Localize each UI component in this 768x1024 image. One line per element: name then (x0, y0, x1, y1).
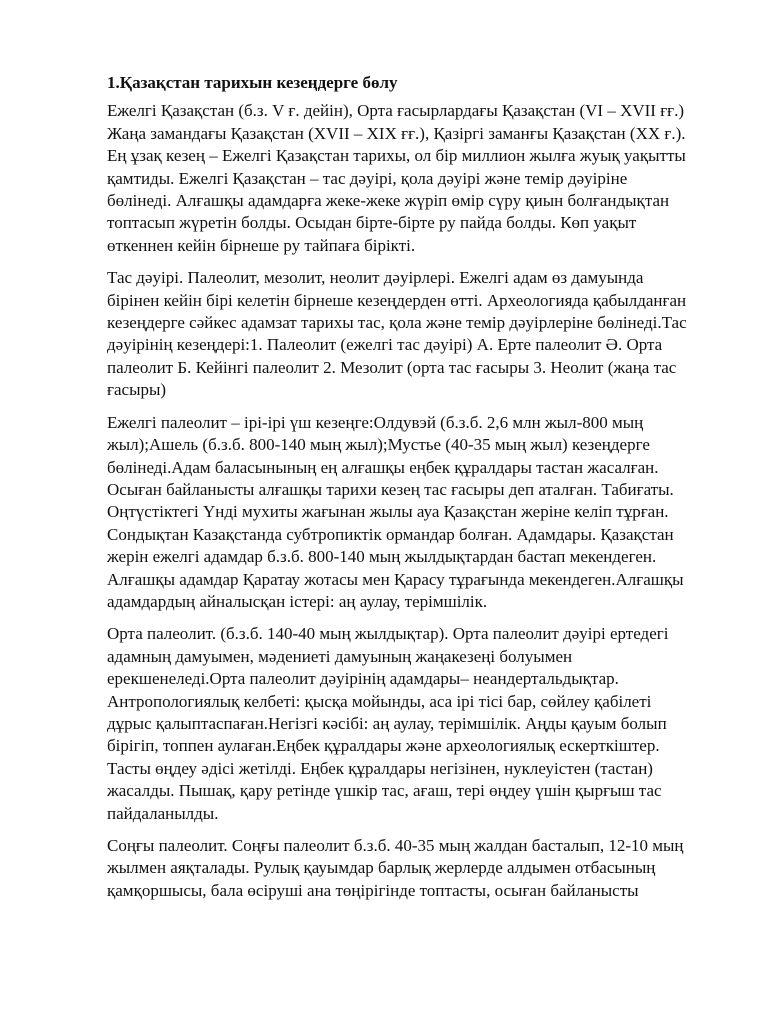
text-line: Жаңа замандағы Қазақстан (XVII – XIX ғғ.), Қазіргі заманғы Қазақстан (XX ғ.). (107, 123, 686, 143)
text-line: Ежелгі палеолит – ірі-ірі үш кезеңге:Олдувэй (б.з.б. 2,6 млн жыл-800 мың (107, 412, 644, 432)
text-line: кезеңдерге сәйкес адамзат тарихы тас, қола және темір дәуірлеріне бөлінеді.Тас (107, 313, 687, 333)
text-line: пайдаланылды. (107, 803, 219, 823)
text-line: Ең ұзақ кезең – Ежелгі Қазақстан тарихы, ол бір миллион жылға жуық уақытты (107, 146, 686, 166)
text-line: Осыған байланысты алғашқы тарихи кезең тас ғасыры деп аталған. Табиғаты. (107, 479, 674, 499)
text-line: қамқоршысы, бала өсіруші ана төңірігінде топтасты, осыған байланысты (107, 880, 639, 900)
text-line: жасалды. Пышақ, қару ретінде үшкір тас, ағаш, тері өңдеу үшін қырғыш тас (107, 781, 662, 801)
text-line: Оңтүстіктегі Үнді мухиты жағынан жылы ауа Қазақстан жеріне келіп тұрған. (107, 502, 669, 522)
text-line: Соңғы палеолит. Соңғы палеолит б.з.б. 40-35 мың жалдан басталып, 12-10 мың (107, 836, 684, 855)
text-line: бірігіп, топпен аулаған.Еңбек құралдары және археологиялық ескерткіштер. (107, 736, 660, 756)
text-line: Сондықтан Казақстанда субтропиктік ормандар болған. Адамдары. Қазақстан (107, 524, 674, 544)
paragraph (107, 100, 710, 257)
text-line: өткеннен кейін бірнеше ру тайпаға бірікті. (107, 235, 416, 255)
text-line: ғасыры) (107, 380, 167, 400)
text-line: дәуірінің кезеңдері:1. Палеолит (ежелгі тас дәуірі) А. Ерте палеолит Ә. Орта (107, 335, 663, 355)
text-line: Ежелгі Қазақстан (б.з. V ғ. дейін), Орта ғасырлардағы Қазақстан (VI – XVII ғғ.) (107, 101, 685, 121)
paragraph (107, 623, 710, 825)
text-line: Алғашқы адамдар Қаратау жотасы мен Қарасу тұрағында мекендеген.Алғашқы (107, 569, 684, 589)
paragraph (107, 267, 710, 401)
text-line: жылмен аяқталады. Рулық қауымдар барлық жерлерде алдымен отбасының (107, 858, 656, 878)
text-line: Антропологиялық келбеті: қысқа мойынды, аса ірі тісі бар, сөйлеу қабілеті (107, 691, 652, 711)
text-line: жыл);Ашель (б.з.б. 800-140 мың жыл);Мустье (40-35 мың жыл) кезеңдерге (107, 435, 650, 455)
text-line: бөлінеді.Адам баласынының ең алғашқы еңбек құралдары тастан жасалған. (107, 457, 659, 477)
text-line: ерекшенеледі.Орта палеолит дәуірінің адамдары– неандертальдықтар. (107, 669, 619, 689)
text-line: палеолит Б. Кейінгі палеолит 2. Мезолит (орта тас ғасыры 3. Неолит (жаңа тас (107, 357, 677, 377)
text-line: бөлінеді. Алғашқы адамдарға жеке-жеке жүріп өмір сүру қиын болғандықтан (107, 191, 670, 211)
text-line: Тас дәуірі. Палеолит, мезолит, неолит дәуірлері. Ежелгі адам өз дамуында (107, 268, 644, 288)
text-line: топтасып жүретін болды. Осыдан бірте-бірте ру пайда болды. Көп уақыт (107, 213, 637, 233)
text-line: Орта палеолит. (б.з.б. 140-40 мың жылдықтар). Орта палеолит дәуірі ертедегі (107, 624, 669, 644)
paragraph (107, 412, 710, 614)
text-line: жерін ежелгі адамдар б.з.б. 800-140 мың жылдықтардан бастап мекендеген. (107, 547, 657, 567)
document-body (107, 72, 710, 912)
text-line: қамтиды. Ежелгі Қазақстан – тас дәуірі, қола дәуірі және темір дәуіріне (107, 168, 628, 188)
text-line: адамдардың айналысқан істері: аң аулау, терімшілік. (107, 591, 488, 611)
paragraph (107, 835, 710, 902)
paragraphs-container (107, 100, 710, 902)
text-line: дұрыс қалыптаспаған.Негізгі кәсібі: аң аулау, терімшілік. Аңды қауым болып (107, 713, 667, 733)
text-line: бірінен кейін бірі келетін бірнеше кезеңдерден өтті. Археологияда қабылданған (107, 290, 687, 310)
text-line: адамның дамуымен, мәдениеті дамуының жаңакезеңі болуымен (107, 646, 573, 666)
section-heading: 1.Қазақстан тарихын кезеңдерге бөлу (107, 73, 398, 92)
text-line: Тасты өңдеу әдісі жетілді. Еңбек құралдары негізінен, нуклеуістен (тастан) (107, 758, 653, 778)
